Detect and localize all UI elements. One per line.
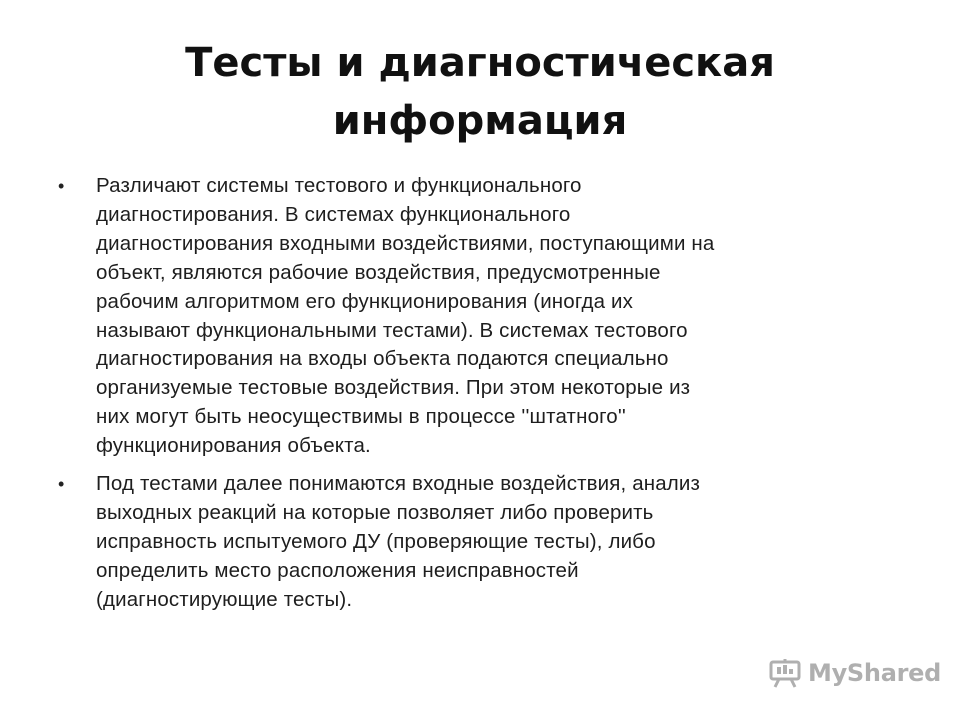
- text-line: диагностирования. В системах функционального: [96, 202, 571, 226]
- bullet-list: [58, 172, 908, 615]
- bullet-icon: •: [58, 176, 65, 196]
- slide-title: [80, 34, 880, 150]
- text-line: называют функциональными тестами). В системах тестового: [96, 318, 688, 342]
- text-line: объект, являются рабочие воздействия, предусмотренные: [96, 260, 661, 284]
- text-line: рабочим алгоритмом его функционирования (иногда их: [96, 289, 634, 313]
- text-line: диагностирования на входы объекта подаются специально: [96, 347, 669, 371]
- text-line: них могут быть неосуществимы в процессе ''штатного'': [96, 405, 626, 429]
- text-line: определить место расположения неисправностей: [96, 558, 579, 582]
- bullet-item: [58, 470, 908, 615]
- myshared-watermark: [768, 656, 941, 690]
- slide-title-line: информация: [332, 98, 628, 144]
- text-line: организуемые тестовые воздействия. При этом некоторые из: [96, 376, 691, 400]
- bullet-item: [58, 172, 908, 461]
- bullet-text: [96, 470, 908, 615]
- presentation-board-icon: [768, 658, 802, 688]
- text-line: (диагностирующие тесты).: [96, 587, 353, 611]
- bullet-text: [96, 172, 908, 461]
- slide-title-line: Тесты и диагностическая: [185, 40, 775, 86]
- watermark-text: MyShared: [808, 659, 941, 687]
- bullet-icon: •: [58, 474, 65, 495]
- text-line: исправность испытуемого ДУ (проверяющие тесты), либо: [96, 529, 656, 553]
- text-line: выходных реакций на которые позволяет либо проверить: [96, 500, 654, 524]
- text-line: функционирования объекта.: [96, 434, 371, 458]
- text-line: диагностирования входными воздействиями, поступающими на: [96, 231, 715, 255]
- text-line: Под тестами далее понимаются входные воздействия, анализ: [96, 472, 701, 496]
- text-line: Различают системы тестового и функционального: [96, 174, 582, 197]
